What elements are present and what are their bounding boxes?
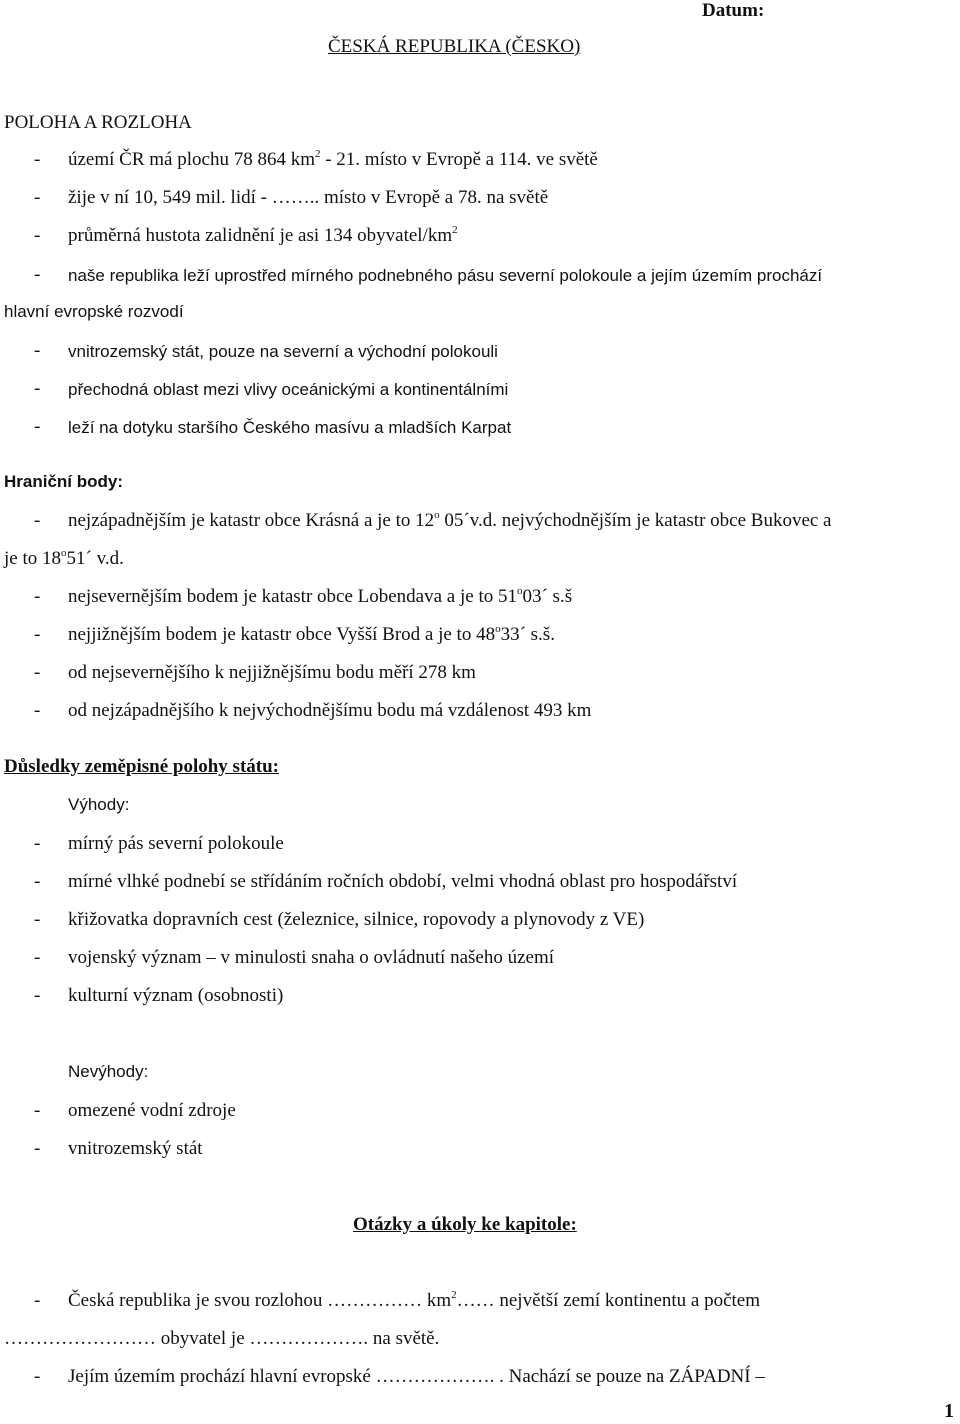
item-text: křižovatka dopravních cest (železnice, silnice, ropovody a plynovody z VE) [68,909,645,930]
item-text: mírné vlhké podnebí se střídáním ročních období, velmi vhodná oblast pro hospodářství [68,871,738,892]
bullet-dash: - [34,149,41,170]
date-label: Datum: [702,0,765,21]
bullet-dash: - [34,378,41,399]
bullet-dash: - [34,225,41,246]
bullet-dash: - [34,700,41,721]
item-text: nejjižnějším bodem je katastr obce Vyšší Brod a je to 48$^o$33´ s.š. [68,623,555,645]
item-text-continuation: hlavní evropské rozvodí [4,302,184,321]
item-text: omezené vodní zdroje [68,1100,236,1121]
item-text: žije v ní 10, 549 mil. lidí - …….. místo v Evropě a 78. na světě [68,187,549,208]
bullet-dash: - [34,340,41,361]
item-text: nejzápadnějším je katastr obce Krásná a je to 12$^o$ 05´v.d. nejvýchodnějším je katastr obce Bukovec a [68,509,832,531]
bullet-dash: - [34,833,41,854]
bullet-dash: - [34,1138,41,1159]
item-text: území ČR má plochu 78 864 $km^2 - 21$. místo v Evropě a 114. ve světě [68,148,598,170]
item-text: leží na dotyku staršího Českého masívu a mladších Karpat [68,418,512,437]
bullet-dash: - [34,1366,41,1387]
item-text: vnitrozemský stát [68,1138,203,1159]
item-text-continuation: …………………… obyvatel je ………………. na světě. [4,1328,440,1349]
bullet-dash: - [34,264,41,285]
page-number: 1 [944,1400,954,1422]
section-heading-hranicni: Hraniční body: [4,472,124,491]
item-text: Česká republika je svou rozlohou …………… $km^2\dots\dots$ největší zemí kontinentu a počtem [68,1289,761,1311]
item-text: přechodná oblast mezi vlivy oceánickými a kontinentálními [68,380,509,399]
item-text: od nejzápadnějšího k nejvýchodnějšímu bodu má vzdálenost 493 km [68,700,592,721]
item-text: mírný pás severní polokoule [68,833,284,854]
bullet-dash: - [34,1100,41,1121]
bullet-dash: - [34,1290,41,1311]
bullet-dash: - [34,586,41,607]
page-title: ČESKÁ REPUBLIKA (ČESKO) [328,36,581,57]
item-text-continuation: je to 18$^o$51´ v.d. [4,547,124,569]
item-text: vojenský význam – v minulosti snaha o ovládnutí našeho území [68,947,555,968]
section-heading-dusledky: Důsledky zeměpisné polohy státu: [4,756,279,777]
bullet-dash: - [34,624,41,645]
section-heading-otazky: Otázky a úkoly ke kapitole: [353,1214,577,1235]
bullet-dash: - [34,985,41,1006]
item-text: naše republika leží uprostřed mírného podnebného pásu severní polokoule a jejím územím prochází [68,266,823,285]
subheading-vyhody: Výhody: [68,795,130,814]
bullet-dash: - [34,416,41,437]
bullet-dash: - [34,947,41,968]
item-text: od nejsevernějšího k nejjižnějšímu bodu měří 278 km [68,662,476,683]
item-text: kulturní význam (osobnosti) [68,985,284,1006]
bullet-dash: - [34,662,41,683]
subheading-nevyhody: Nevýhody: [68,1062,149,1081]
item-text: Jejím územím prochází hlavní evropské ………………. . Nachází se pouze na ZÁPADNÍ – [68,1366,765,1387]
bullet-dash: - [34,871,41,892]
item-text: průměrná hustota zalidnění je asi 134 obyvatel/$km^2$ [68,224,458,246]
item-text: vnitrozemský stát, pouze na severní a východní polokouli [68,342,498,361]
item-text: nejsevernějším bodem je katastr obce Lobendava a je to 51$^o$03´ s.š [68,585,573,607]
bullet-dash: - [34,510,41,531]
bullet-dash: - [34,909,41,930]
section-heading-poloha: POLOHA A ROZLOHA [4,112,192,133]
bullet-dash: - [34,187,41,208]
